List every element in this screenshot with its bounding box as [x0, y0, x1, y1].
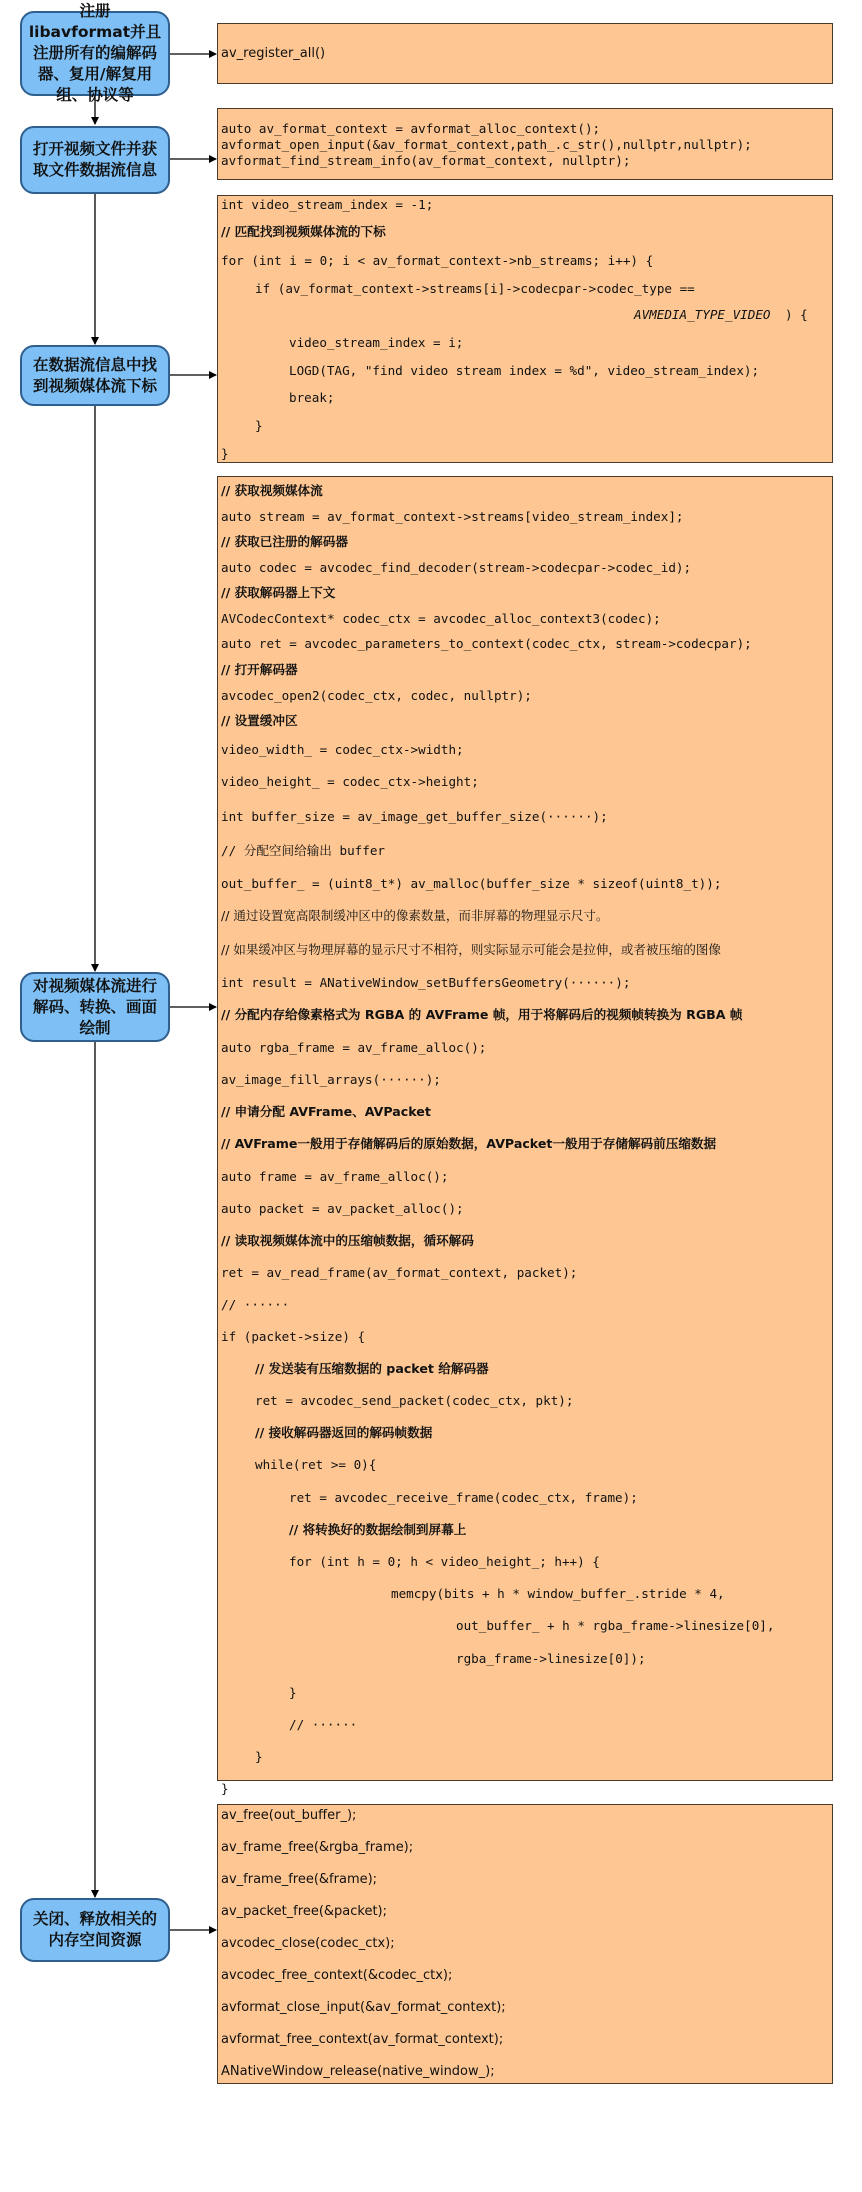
code-line: av_free(out_buffer_);: [221, 1808, 357, 1823]
code-line: auto rgba_frame = av_frame_alloc();: [221, 1040, 487, 1055]
code-line: avformat_open_input(&av_format_context,path_.c_str(),nullptr,nullptr);: [221, 137, 752, 152]
code-line: AVMEDIA_TYPE_VIDEO: [634, 307, 771, 322]
code-line: av_register_all(): [221, 46, 326, 61]
step-release: 关闭、释放相关的内存空间资源: [20, 1898, 170, 1962]
code-comment: // 将转换好的数据绘制到屏幕上: [289, 1522, 467, 1537]
code-box-release: [217, 1804, 833, 2084]
code-comment: // 分配空间给输出 buffer: [221, 843, 385, 858]
code-comment: // 获取视频媒体流: [221, 483, 323, 498]
code-line: memcpy(bits + h * window_buffer_.stride * 4,: [391, 1586, 725, 1601]
code-line: ANativeWindow_release(native_window_);: [221, 2064, 495, 2079]
code-line: int video_stream_index = -1;: [221, 197, 434, 212]
code-comment: // AVFrame一般用于存储解码后的原始数据，AVPacket一般用于存储解码前压缩数据: [221, 1136, 717, 1151]
code-comment: // 通过设置宽高限制缓冲区中的像素数量，而非屏幕的物理显示尺寸。: [221, 908, 609, 923]
code-line: av_packet_free(&packet);: [221, 1904, 388, 1919]
code-comment: // 获取解码器上下文: [221, 585, 336, 600]
code-line: out_buffer_ = (uint8_t*) av_malloc(buffer_size * sizeof(uint8_t));: [221, 876, 722, 891]
code-line: }: [255, 1749, 263, 1764]
code-line: if (packet->size) {: [221, 1329, 366, 1344]
code-comment: // 分配内存给像素格式为 RGBA 的 AVFrame 帧，用于将解码后的视频帧转换为 RGBA 帧: [221, 1007, 743, 1022]
code-line: ret = avcodec_receive_frame(codec_ctx, frame);: [289, 1490, 638, 1505]
code-line: while(ret >= 0){: [255, 1457, 377, 1472]
code-line: auto codec = avcodec_find_decoder(stream->codecpar->codec_id);: [221, 560, 692, 575]
code-line: if (av_format_context->streams[i]->codecpar->codec_type ==: [255, 281, 695, 296]
code-comment: // 匹配找到视频媒体流的下标: [221, 224, 386, 239]
code-line: avcodec_open2(codec_ctx, codec, nullptr);: [221, 688, 532, 703]
code-comment: // 发送装有压缩数据的 packet 给解码器: [255, 1361, 489, 1376]
code-line: avformat_find_stream_info(av_format_context, nullptr);: [221, 153, 631, 168]
code-line: av_frame_free(&rgba_frame);: [221, 1840, 414, 1855]
code-box-find: [217, 195, 833, 463]
code-line: int result = ANativeWindow_setBuffersGeometry(······);: [221, 975, 631, 990]
code-comment: // 打开解码器: [221, 662, 298, 677]
code-line: AVCodecContext* codec_ctx = avcodec_alloc_context3(codec);: [221, 611, 661, 626]
code-line: av_frame_free(&frame);: [221, 1872, 378, 1887]
code-line: video_stream_index = i;: [289, 335, 464, 350]
step-open-file: 打开视频文件并获取文件数据流信息: [20, 126, 170, 194]
step-register: 注册 libavformat并且注册所有的编解码器、复用/解复用组、协议等: [20, 11, 170, 96]
code-line: avcodec_free_context(&codec_ctx);: [221, 1968, 453, 1983]
code-line: video_height_ = codec_ctx->height;: [221, 774, 479, 789]
code-line: auto frame = av_frame_alloc();: [221, 1169, 449, 1184]
code-line: for (int i = 0; i < av_format_context->nb_streams; i++) {: [221, 253, 654, 268]
code-line: int buffer_size = av_image_get_buffer_size(······);: [221, 809, 608, 824]
code-box-open: [217, 108, 833, 180]
code-line: auto stream = av_format_context->streams[video_stream_index];: [221, 509, 684, 524]
code-line: rgba_frame->linesize[0]);: [456, 1651, 646, 1666]
code-comment: // 读取视频媒体流中的压缩帧数据，循环解码: [221, 1233, 474, 1248]
code-box-decode: [217, 476, 833, 1796]
code-line: auto ret = avcodec_parameters_to_context(codec_ctx, stream->codecpar);: [221, 636, 752, 651]
step-decode-draw: 对视频媒体流进行解码、转换、画面绘制: [20, 972, 170, 1042]
code-line: break;: [289, 390, 335, 405]
code-line: ret = avcodec_send_packet(codec_ctx, pkt);: [255, 1393, 574, 1408]
step-find-stream: 在数据流信息中找到视频媒体流下标: [20, 345, 170, 406]
code-line: }: [221, 1781, 229, 1796]
code-comment: // 获取已注册的解码器: [221, 534, 348, 549]
code-line: }: [255, 418, 263, 433]
code-line: }: [289, 1685, 297, 1700]
code-box-register: [217, 23, 833, 84]
code-line: // ······: [221, 1297, 290, 1312]
code-line: auto packet = av_packet_alloc();: [221, 1201, 464, 1216]
code-line: }: [221, 446, 229, 461]
code-line: avformat_free_context(av_format_context);: [221, 2032, 504, 2047]
code-line: video_width_ = codec_ctx->width;: [221, 742, 464, 757]
code-comment: // 申请分配 AVFrame、AVPacket: [221, 1104, 431, 1119]
code-line: ) {: [785, 307, 808, 322]
code-line: av_image_fill_arrays(······);: [221, 1072, 441, 1087]
code-line: avformat_close_input(&av_format_context);: [221, 2000, 506, 2015]
code-line: ret = av_read_frame(av_format_context, packet);: [221, 1265, 578, 1280]
code-line: LOGD(TAG, "find video stream index = %d", video_stream_index);: [289, 363, 760, 378]
code-line: avcodec_close(codec_ctx);: [221, 1936, 395, 1951]
code-line: auto av_format_context = avformat_alloc_context();: [221, 121, 601, 136]
code-line: out_buffer_ + h * rgba_frame->linesize[0],: [456, 1618, 775, 1633]
code-comment: // 接收解码器返回的解码帧数据: [255, 1425, 433, 1440]
code-comment: // ······: [289, 1717, 358, 1732]
code-line: for (int h = 0; h < video_height_; h++) {: [289, 1554, 600, 1569]
code-comment: // 设置缓冲区: [221, 713, 298, 728]
code-comment: // 如果缓冲区与物理屏幕的显示尺寸不相符，则实际显示可能会是拉伸，或者被压缩的图像: [221, 942, 721, 957]
